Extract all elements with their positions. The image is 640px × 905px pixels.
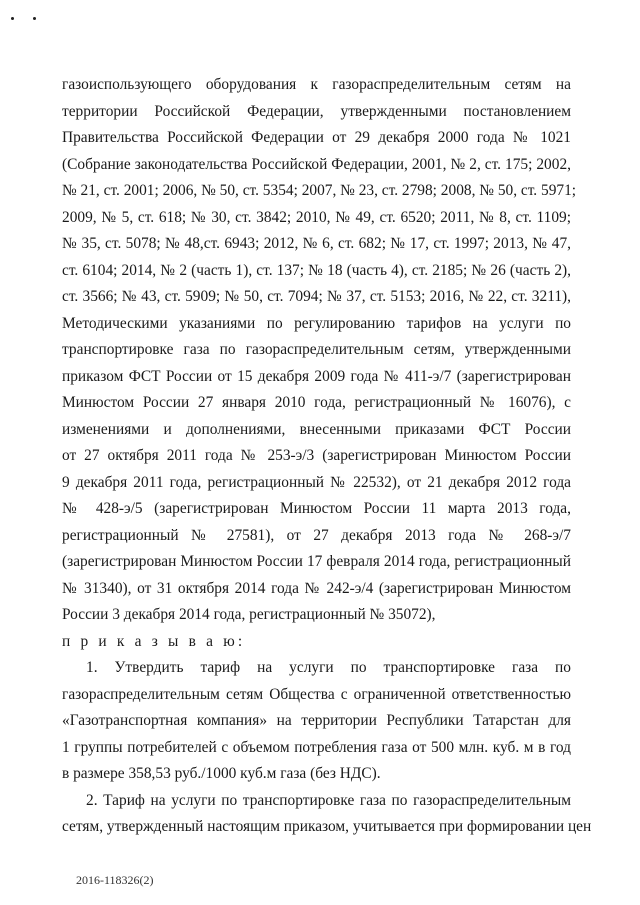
text-line: России 3 декабря 2014 года, регистрационный № 35072), — [62, 606, 436, 623]
item-1-line: газораспределительным сетям Общества с ограниченной ответственностью — [62, 685, 571, 703]
text-line: регистрационный № 27581), от 27 декабря 2013 года № 268-э/7 — [62, 526, 571, 544]
text-line: ст. 6104; 2014, № 2 (часть 1), ст. 137; № 18 (часть 4), ст. 2185; № 26 (часть 2), — [62, 261, 571, 279]
text-line: от 27 октября 2011 года № 253-э/3 (зарегистрирован Минюстом России — [62, 447, 571, 464]
scan-mark — [11, 17, 14, 20]
text-line: Минюстом России 27 января 2010 года, регистрационный № 16076), с — [62, 394, 571, 411]
text-line: (зарегистрирован Минюстом России 17 февраля 2014 года, регистрационный — [62, 553, 571, 570]
text-line: № 21, ст. 2001; 2006, № 50, ст. 5354; 2007, № 23, ст. 2798; 2008, № 50, ст. 5971; — [62, 182, 577, 199]
item-1-line: «Газотранспортная компания» на территории Республики Татарстан для — [62, 712, 571, 729]
text-line: транспортировке газа по газораспределительным сетям, утвержденными — [62, 341, 571, 358]
text-line: 9 декабря 2011 года, регистрационный № 22532), от 21 декабря 2012 года — [62, 473, 571, 491]
text-line: 2009, № 5, ст. 618; № 30, ст. 3842; 2010, № 49, ст. 6520; 2011, № 8, ст. 1109; — [62, 208, 571, 226]
text-line: Правительства Российской Федерации от 29 декабря 2000 года № 1021 — [62, 129, 571, 146]
item-2-line: 2. Тариф на услуги по транспортировке газа по газораспределительным — [86, 791, 571, 809]
prikazyvayu-heading: п р и к а з ы в а ю: — [62, 632, 246, 650]
text-line: Методическими указаниями по регулированию тарифов на услуги по — [62, 314, 571, 332]
text-line: ст. 3566; № 43, ст. 5909; № 50, ст. 7094; № 37, ст. 5153; 2016, № 22, ст. 3211), — [62, 288, 571, 305]
text-line: № 428-э/5 (зарегистрирован Минюстом России 11 марта 2013 года, — [62, 500, 571, 517]
text-line: (Собрание законодательства Российской Федерации, 2001, № 2, ст. 175; 2002, — [62, 155, 571, 173]
item-1-line: 1 группы потребителей с объемом потребления газа от 500 млн. куб. м в год — [62, 738, 571, 756]
item-1-line: в размере 358,53 руб./1000 куб.м газа (без НДС). — [62, 765, 381, 782]
item-2-line: сетям, утвержденный настоящим приказом, учитывается при формировании цен — [62, 818, 592, 835]
text-line: территории Российской Федерации, утвержденными постановлением — [62, 102, 571, 120]
scan-mark — [33, 17, 36, 20]
text-line: газоиспользующего оборудования к газораспределительным сетям на — [62, 76, 571, 93]
document-number: 2016-118326(2) — [76, 873, 154, 887]
text-line: № 35, ст. 5078; № 48,ст. 6943; 2012, № 6, ст. 682; № 17, ст. 1997; 2013, № 47, — [62, 235, 571, 252]
document-body — [62, 72, 592, 841]
item-1-line: 1. Утвердить тариф на услуги по транспортировке газа по — [86, 659, 571, 676]
text-line: № 31340), от 31 октября 2014 года № 242-э/4 (зарегистрирован Минюстом — [62, 579, 571, 597]
text-line: изменениями и дополнениями, внесенными приказами ФСТ России — [62, 420, 571, 438]
text-line: приказом ФСТ России от 15 декабря 2009 года № 411-э/7 (зарегистрирован — [62, 367, 571, 385]
